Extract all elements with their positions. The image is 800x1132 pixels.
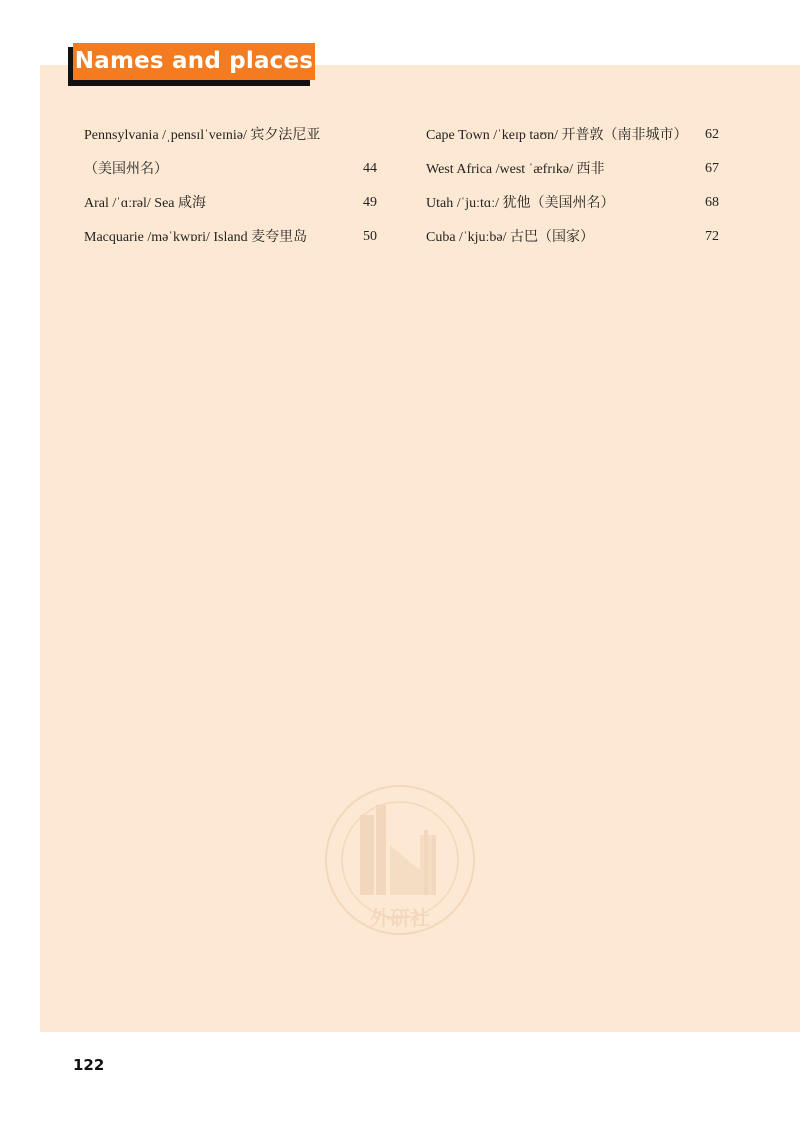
entry-text: West Africa /west ˈæfrɪkə/ 西非 bbox=[426, 162, 605, 177]
entry-text: Utah /ˈjuːtɑː/ 犹他（美国州名） bbox=[426, 196, 615, 211]
entry-page: 44 bbox=[363, 161, 377, 176]
entry-page: 72 bbox=[705, 229, 719, 244]
entry-text: Aral /ˈɑːrəl/ Sea 咸海 bbox=[84, 196, 207, 211]
entry-page: 68 bbox=[705, 195, 719, 210]
entry-text: （美国州名） bbox=[84, 162, 168, 177]
entry-page: 49 bbox=[363, 195, 377, 210]
entry-text: Cape Town /ˈkeɪp taʊn/ 开普敦（南非城市） bbox=[426, 128, 688, 143]
entry-page: 67 bbox=[705, 161, 719, 176]
entry-page: 62 bbox=[705, 127, 719, 142]
section-title: Names and places bbox=[73, 43, 315, 80]
publisher-seal-watermark bbox=[320, 775, 480, 955]
entry-text: Cuba /ˈkjuːbə/ 古巴（国家） bbox=[426, 230, 594, 245]
page-number: 122 bbox=[73, 1056, 105, 1074]
entry-page: 50 bbox=[363, 229, 377, 244]
entry-text: Macquarie /məˈkwɒri/ Island 麦夸里岛 bbox=[84, 230, 308, 245]
entry-text: Pennsylvania /ˌpensɪlˈveɪniə/ 宾夕法尼亚 bbox=[84, 128, 321, 143]
watermark-label: 外研社 bbox=[370, 906, 430, 930]
